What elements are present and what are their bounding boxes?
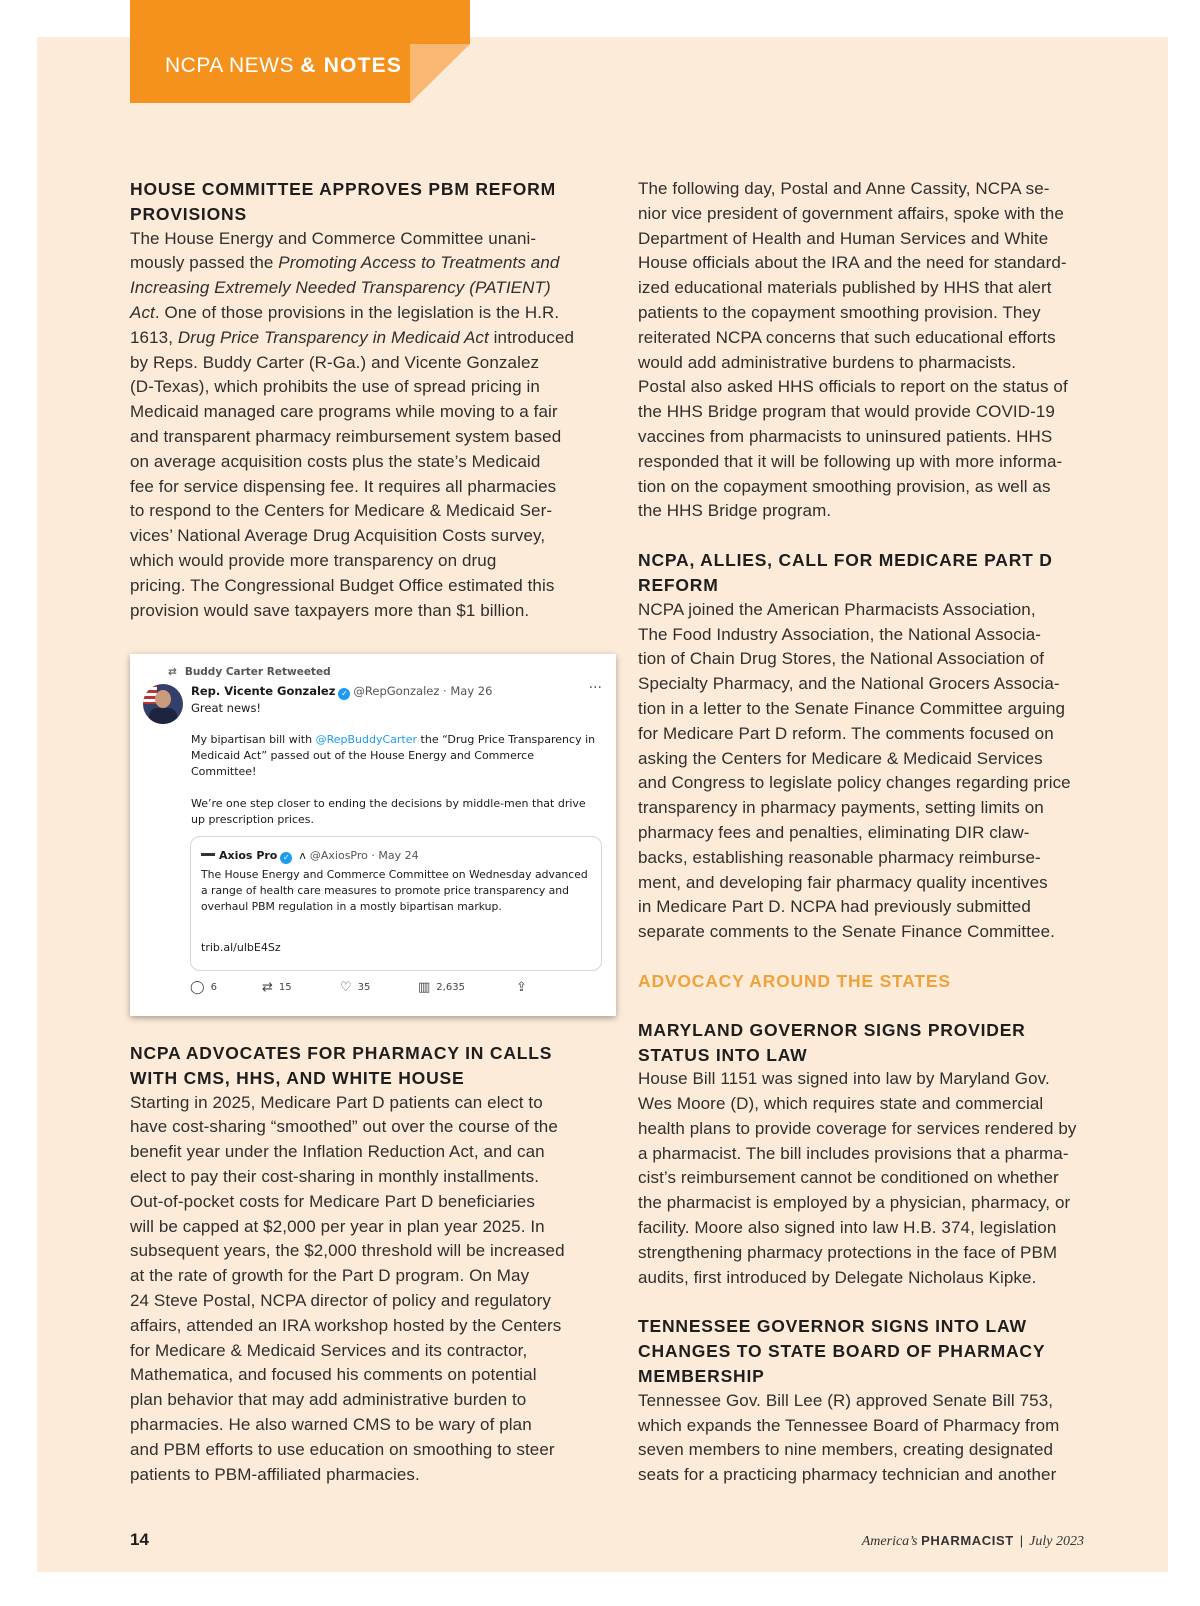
heading-advocacy-states: ADVOCACY AROUND THE STATES bbox=[638, 970, 951, 991]
view-count: ▥ 2,635 bbox=[418, 980, 465, 995]
like-count: ♡ 35 bbox=[340, 980, 371, 995]
quoted-tweet-link: trib.al/ulbE4Sz bbox=[201, 941, 281, 954]
body-tennessee: Tennessee Gov. Bill Lee (R) approved Senate Bill 753, which expands the Tennessee Board of Pharmacy from seven members to nine members, creating designated seats for a practicing pharmacy technician and another bbox=[638, 1390, 1060, 1485]
heading-ncpa-advocates: NCPA ADVOCATES FOR PHARMACY IN CALLS WITH CMS, HHS, AND WHITE HOUSE bbox=[130, 1043, 553, 1088]
reply-icon: ◯ bbox=[190, 980, 205, 995]
body-medicare-part-d: NCPA joined the American Pharmacists Association, The Food Industry Association, the National Associa- tion of Chain Drug Stores, the National Association of Specialty Pharmacy, and the National Grocers Associa- tion in a letter to the Senate Finance Committee arguing for Medicare Part D reform. The comments focused on asking the Centers for Medicare & Medicaid Services and Congress to legislate policy changes regarding price transparency in pharmacy payments, setting limits on pharmacy fees and penalties, eliminating DIR claw- backs, establishing reasonable pharmacy reimburse- ment, and developing fair pharmacy quality incentives in Medicare Part D. NCPA had previously submitted separate comments to the Senate Finance Committee. bbox=[638, 599, 1071, 942]
body-maryland: House Bill 1151 was signed into law by Maryland Gov. Wes Moore (D), which requires state and commercial health plans to provide coverage for services rendered by a pharmacist. The bill includes provisions that a pharma- cist’s reimbursement cannot be conditioned on whether the pharmacist is employed by a physician, pharmacy, or facility. Moore also signed into law H.B. 374, legislation strengthening pharmacy protections in the face of PBM audits, first introduced by Delegate Nicholaus Kipke. bbox=[638, 1069, 1077, 1287]
embedded-tweet bbox=[130, 654, 616, 1016]
verified-badge-icon: ✓ bbox=[280, 852, 292, 864]
retweet-indicator: ⇄ Buddy Carter Retweeted bbox=[168, 666, 331, 678]
more-options-icon: ··· bbox=[588, 680, 602, 696]
heading-house-committee: HOUSE COMMITTEE APPROVES PBM REFORM PROVISIONS bbox=[130, 179, 556, 224]
heading-maryland: MARYLAND GOVERNOR SIGNS PROVIDER STATUS INTO LAW bbox=[638, 1019, 1026, 1065]
retweet-icon: ⇄ bbox=[168, 666, 177, 678]
quoted-tweet bbox=[190, 836, 602, 971]
body-ncpa-advocates: Starting in 2025, Medicare Part D patients can elect to have cost-sharing “smoothed” out over the course of the benefit year under the Inflation Reduction Act, and can elect to pay their cost-sharing in monthly installments. Out-of-pocket costs for Medicare Part D beneficiaries will be capped at $2,000 per year in plan year 2025. In subsequent years, the $2,000 threshold will be increased at the rate of growth for the Part D program. On May 24 Steve Postal, NCPA director of policy and regulatory affairs, attended an IRA workshop hosted by the Centers for Medicare & Medicaid Services and its contractor, Mathematica, and focused his comments on potential plan behavior that may add administrative burden to pharmacies. He also warned CMS to be wary of plan and PBM efforts to use education on smoothing to steer patients to PBM-affiliated pharmacies. bbox=[130, 1092, 565, 1484]
article-ncpa-advocates bbox=[130, 1041, 618, 1487]
axios-logo-icon bbox=[201, 853, 215, 856]
page-number: 14 bbox=[130, 1530, 149, 1549]
right-column bbox=[638, 177, 1128, 1488]
retweet-count: ⇄ 15 bbox=[262, 980, 292, 995]
quoted-tweet-body: The House Energy and Commerce Committee on Wednesday advanced a range of health care measures to promote price transparency and overhaul PBM regulation in a mostly bipartisan markup. bbox=[201, 868, 588, 913]
share-icon: ⇪ bbox=[516, 980, 527, 995]
tweet-lead-text: Great news! bbox=[191, 701, 262, 715]
heading-tennessee: TENNESSEE GOVERNOR SIGNS INTO LAW CHANGES TO STATE BOARD OF PHARMACY MEMBERSHIP bbox=[638, 1316, 1046, 1387]
verified-badge-icon: ✓ bbox=[338, 688, 350, 700]
tweet-body: My bipartisan bill with @RepBuddyCarter the “Drug Price Transparency in Medicaid Act” passed out of the House Energy and Commerce Committee! We’re one step closer to ending the decisions by middle-men that drive up prescription prices. bbox=[191, 733, 596, 826]
magazine-footer: America’s PHARMACIST | July 2023 bbox=[861, 1533, 1084, 1549]
reply-count: ◯ 6 bbox=[190, 980, 217, 995]
section-title: NCPA NEWS & NOTES bbox=[165, 54, 403, 77]
body-continued: The following day, Postal and Anne Cassity, NCPA se- nior vice president of government affairs, spoke with the Department of Health and Human Services and White House officials about the IRA and the need for standard- ized educational materials published by HHS that alert patients to the copayment smoothing provision. They reiterated NCPA concerns that such educational efforts would add administrative burdens to pharmacists. Postal also asked HHS officials to report on the status of the HHS Bridge program that would provide COVID-19 vaccines from pharmacists to uninsured patients. HHS responded that it will be following up with more informa- tion on the copayment smoothing provision, as well as the HHS Bridge program. bbox=[638, 179, 1068, 521]
article-house-committee bbox=[130, 177, 618, 623]
banner-fold-corner bbox=[410, 44, 470, 103]
author-avatar bbox=[143, 684, 183, 724]
heart-icon: ♡ bbox=[340, 980, 352, 995]
heading-medicare-part-d: NCPA, ALLIES, CALL FOR MEDICARE PART D REFORM bbox=[638, 550, 1053, 595]
body-house-committee: The House Energy and Commerce Committee unani- mously passed the Promoting Access to Treatments and Increasing Extremely Needed Transparency (PATIENT) Act. One of those provisions in the legislation is the H.R. 1613, Drug Price Transparency in Medicaid Act introduced by Reps. Buddy Carter (R-Ga.) and Vicente Gonzalez (D-Texas), which prohibits the use of spread pricing in Medicaid managed care programs while moving to a fair and transparent pharmacy reimbursement system based on average acquisition costs plus the state’s Medicaid fee for service dispensing fee. It requires all pharmacies to respond to the Centers for Medicare & Medicaid Ser- vices’ National Average Drug Acquisition Costs survey, which would provide more transparency on drug pricing. The Congressional Budget Office estimated this provision would save taxpayers more than $1 billion. bbox=[130, 228, 575, 620]
retweet-icon: ⇄ bbox=[262, 980, 273, 995]
tweet-author-line: Rep. Vicente Gonzalez ✓ @RepGonzalez · May 26 bbox=[191, 684, 493, 698]
quoted-tweet-author: Axios Pro ✓ ᴧ @AxiosPro · May 24 bbox=[201, 849, 419, 864]
views-chart-icon: ▥ bbox=[418, 980, 431, 995]
